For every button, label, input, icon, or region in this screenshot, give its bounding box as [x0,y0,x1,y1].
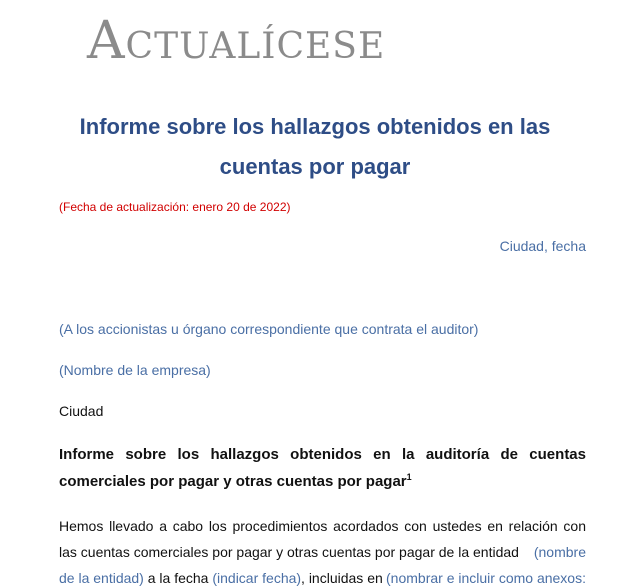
company-name-placeholder: (Nombre de la empresa) [59,362,211,378]
document-title-line-2: cuentas por pagar [219,154,411,179]
annex-placeholder: (nombrar e incluir como anexos: [386,570,586,586]
city-label: Ciudad [59,403,104,419]
entity-name-placeholder-start: (nombre [533,544,586,560]
update-date-note: (Fecha de actualización: enero 20 de 2022) [59,200,291,214]
entity-name-placeholder-end: de la entidad) [59,570,144,586]
date-placeholder: (indicar fecha) [212,570,302,586]
body-paragraph [59,513,586,587]
addressee-placeholder: (A los accionistas u órgano correspondiente que contrata el auditor) [59,321,479,337]
subtitle-line-1: Informe sobre los hallazgos obtenidos en la auditoría de cuentas [59,446,586,463]
city-date-placeholder: Ciudad, fecha [499,238,586,254]
report-subtitle [59,441,586,495]
subtitle-line-2-text: comerciales por pagar y otras cuentas por pagar [59,473,407,490]
body-line-3-text-b: , incluidas en [301,570,383,586]
document-title-line-1: Informe sobre los hallazgos obtenidos en las [79,114,551,139]
body-line-1: Hemos llevado a cabo los procedimientos acordados con ustedes en relación con [59,518,586,534]
body-line-2 [59,539,586,565]
body-line-3-text-a: a la fecha [147,570,209,586]
footnote-reference[interactable]: 1 [406,472,412,482]
body-line-3 [59,565,586,587]
actualicese-logo: Actualícese [87,11,386,71]
subtitle-line-2 [59,468,586,495]
body-line-2-text: las cuentas comerciales por pagar y otras cuentas por pagar de la entidad [59,544,519,560]
